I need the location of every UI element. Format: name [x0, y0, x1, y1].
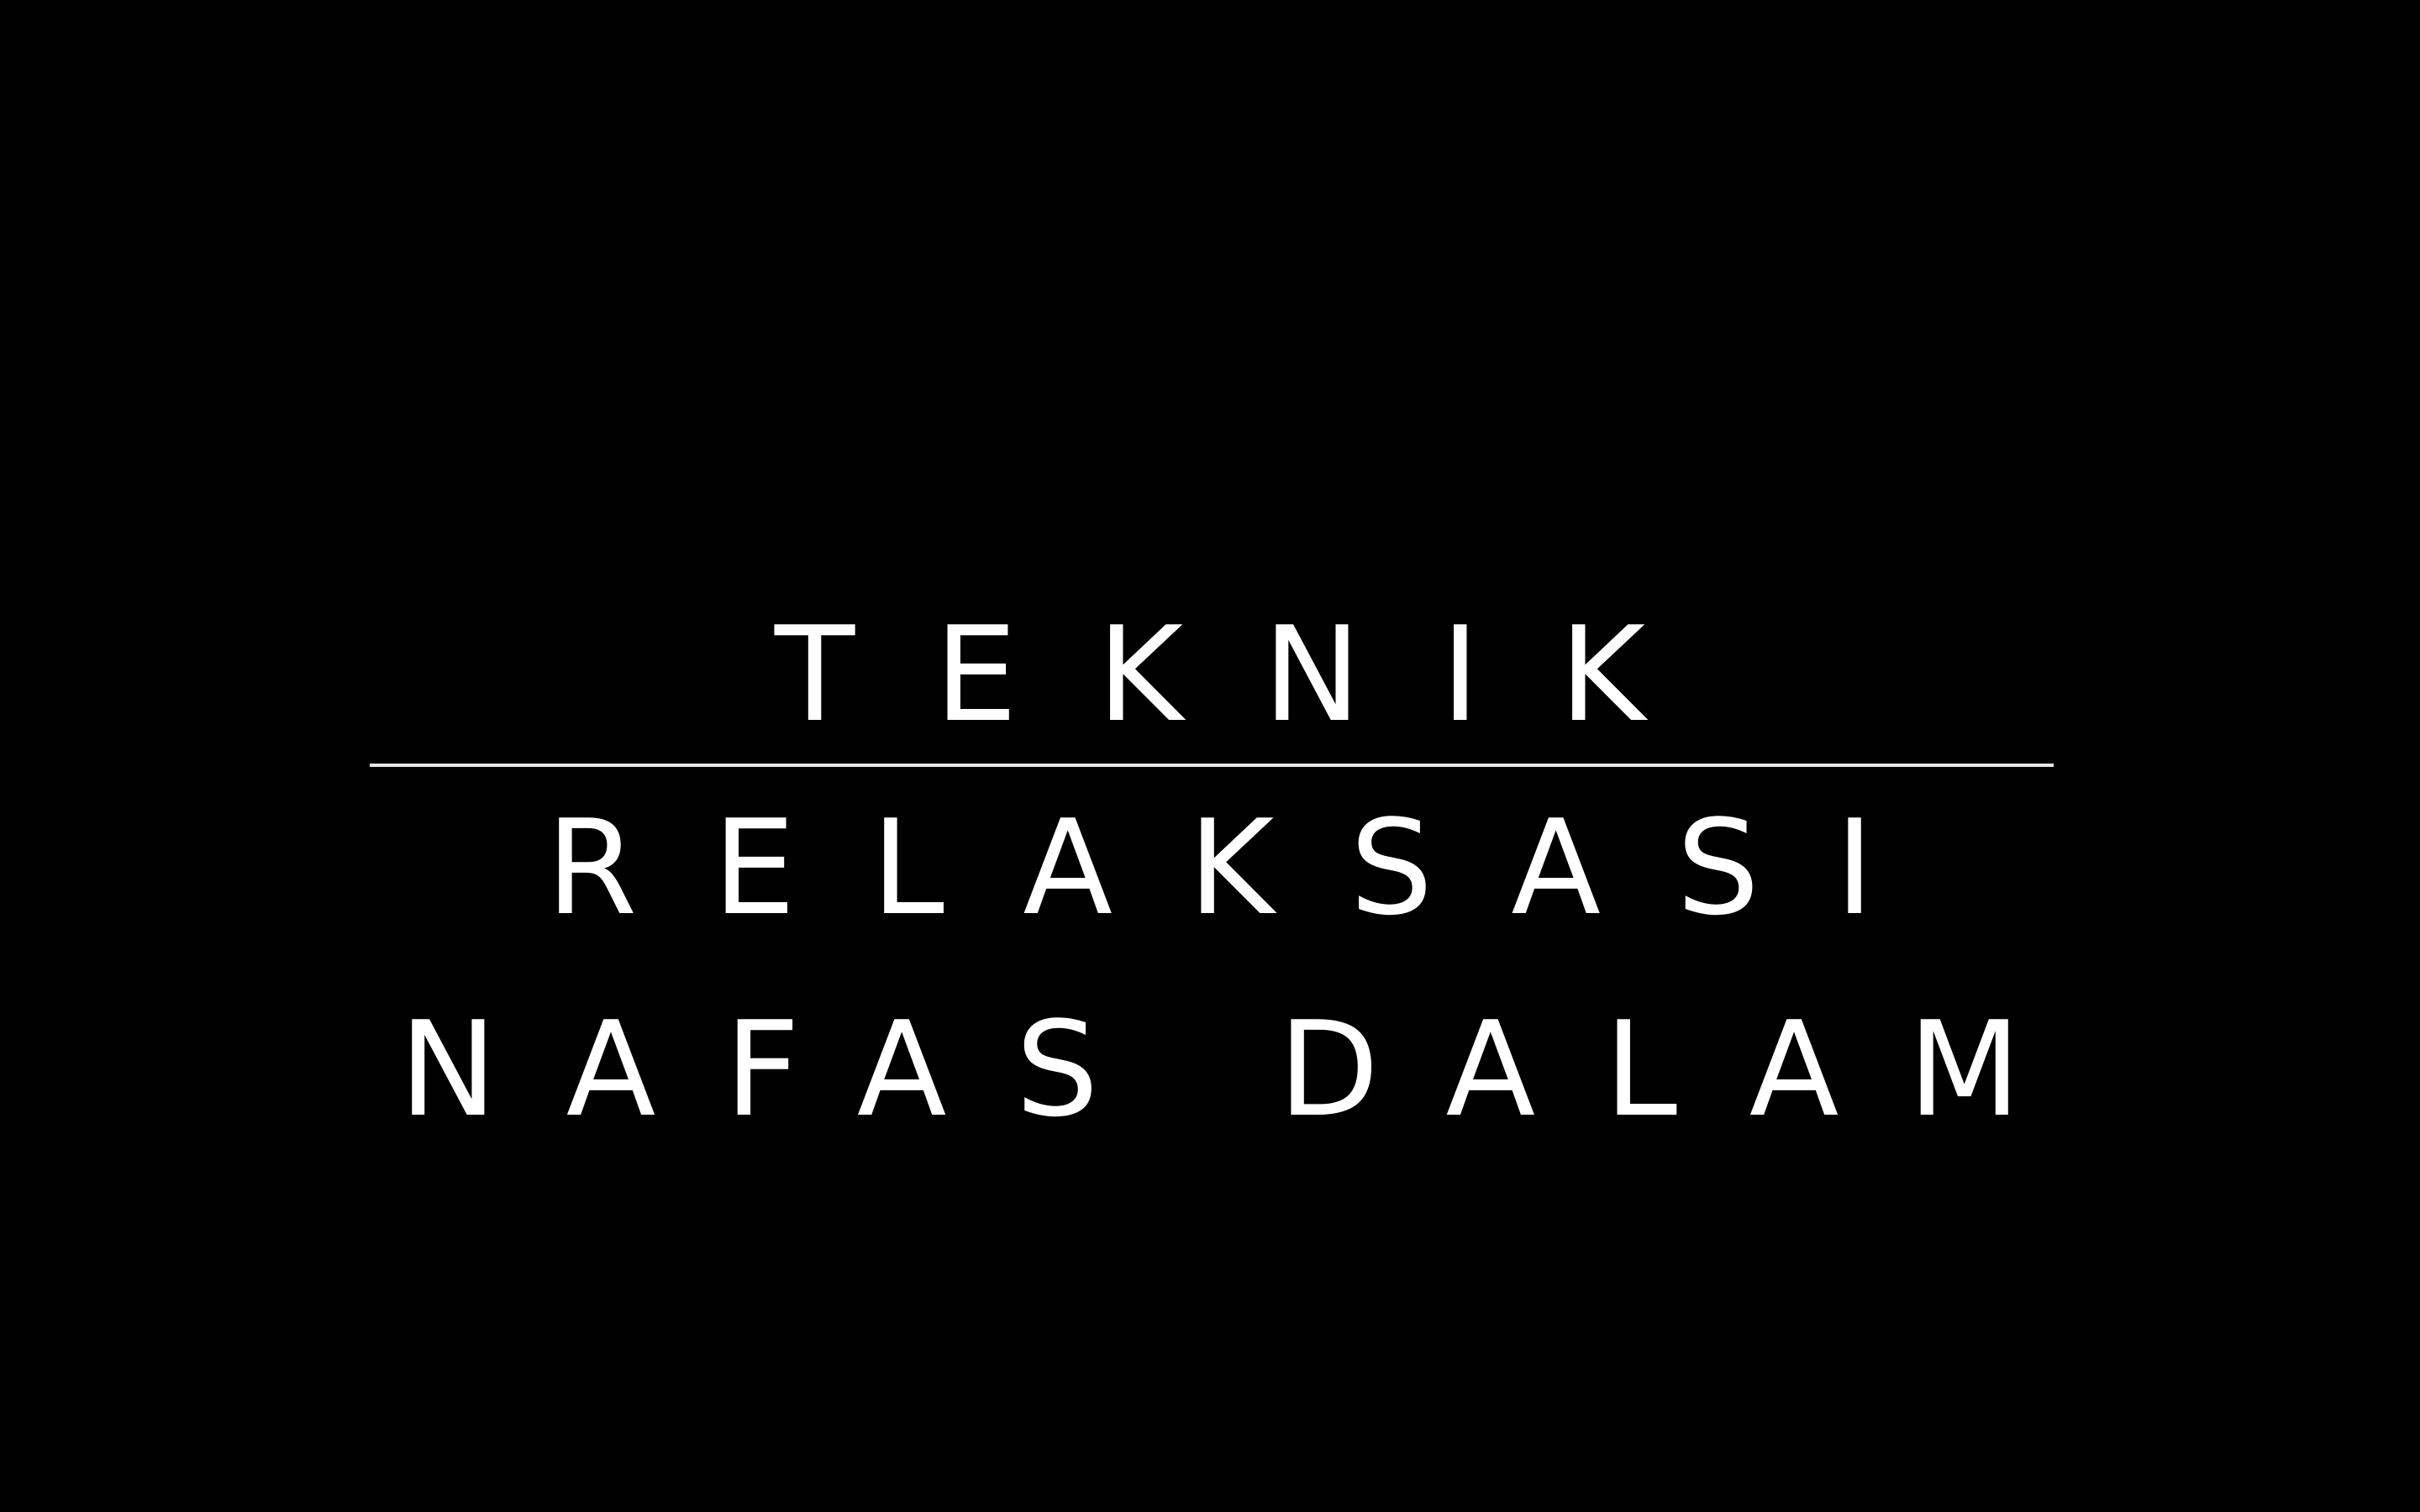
- title-divider: [370, 764, 2054, 767]
- title-line-3: NAFAS DALAM: [398, 993, 2091, 1146]
- title-line-2: RELAKSASI: [545, 791, 1950, 944]
- title-line-1: TEKNIK: [774, 598, 1726, 751]
